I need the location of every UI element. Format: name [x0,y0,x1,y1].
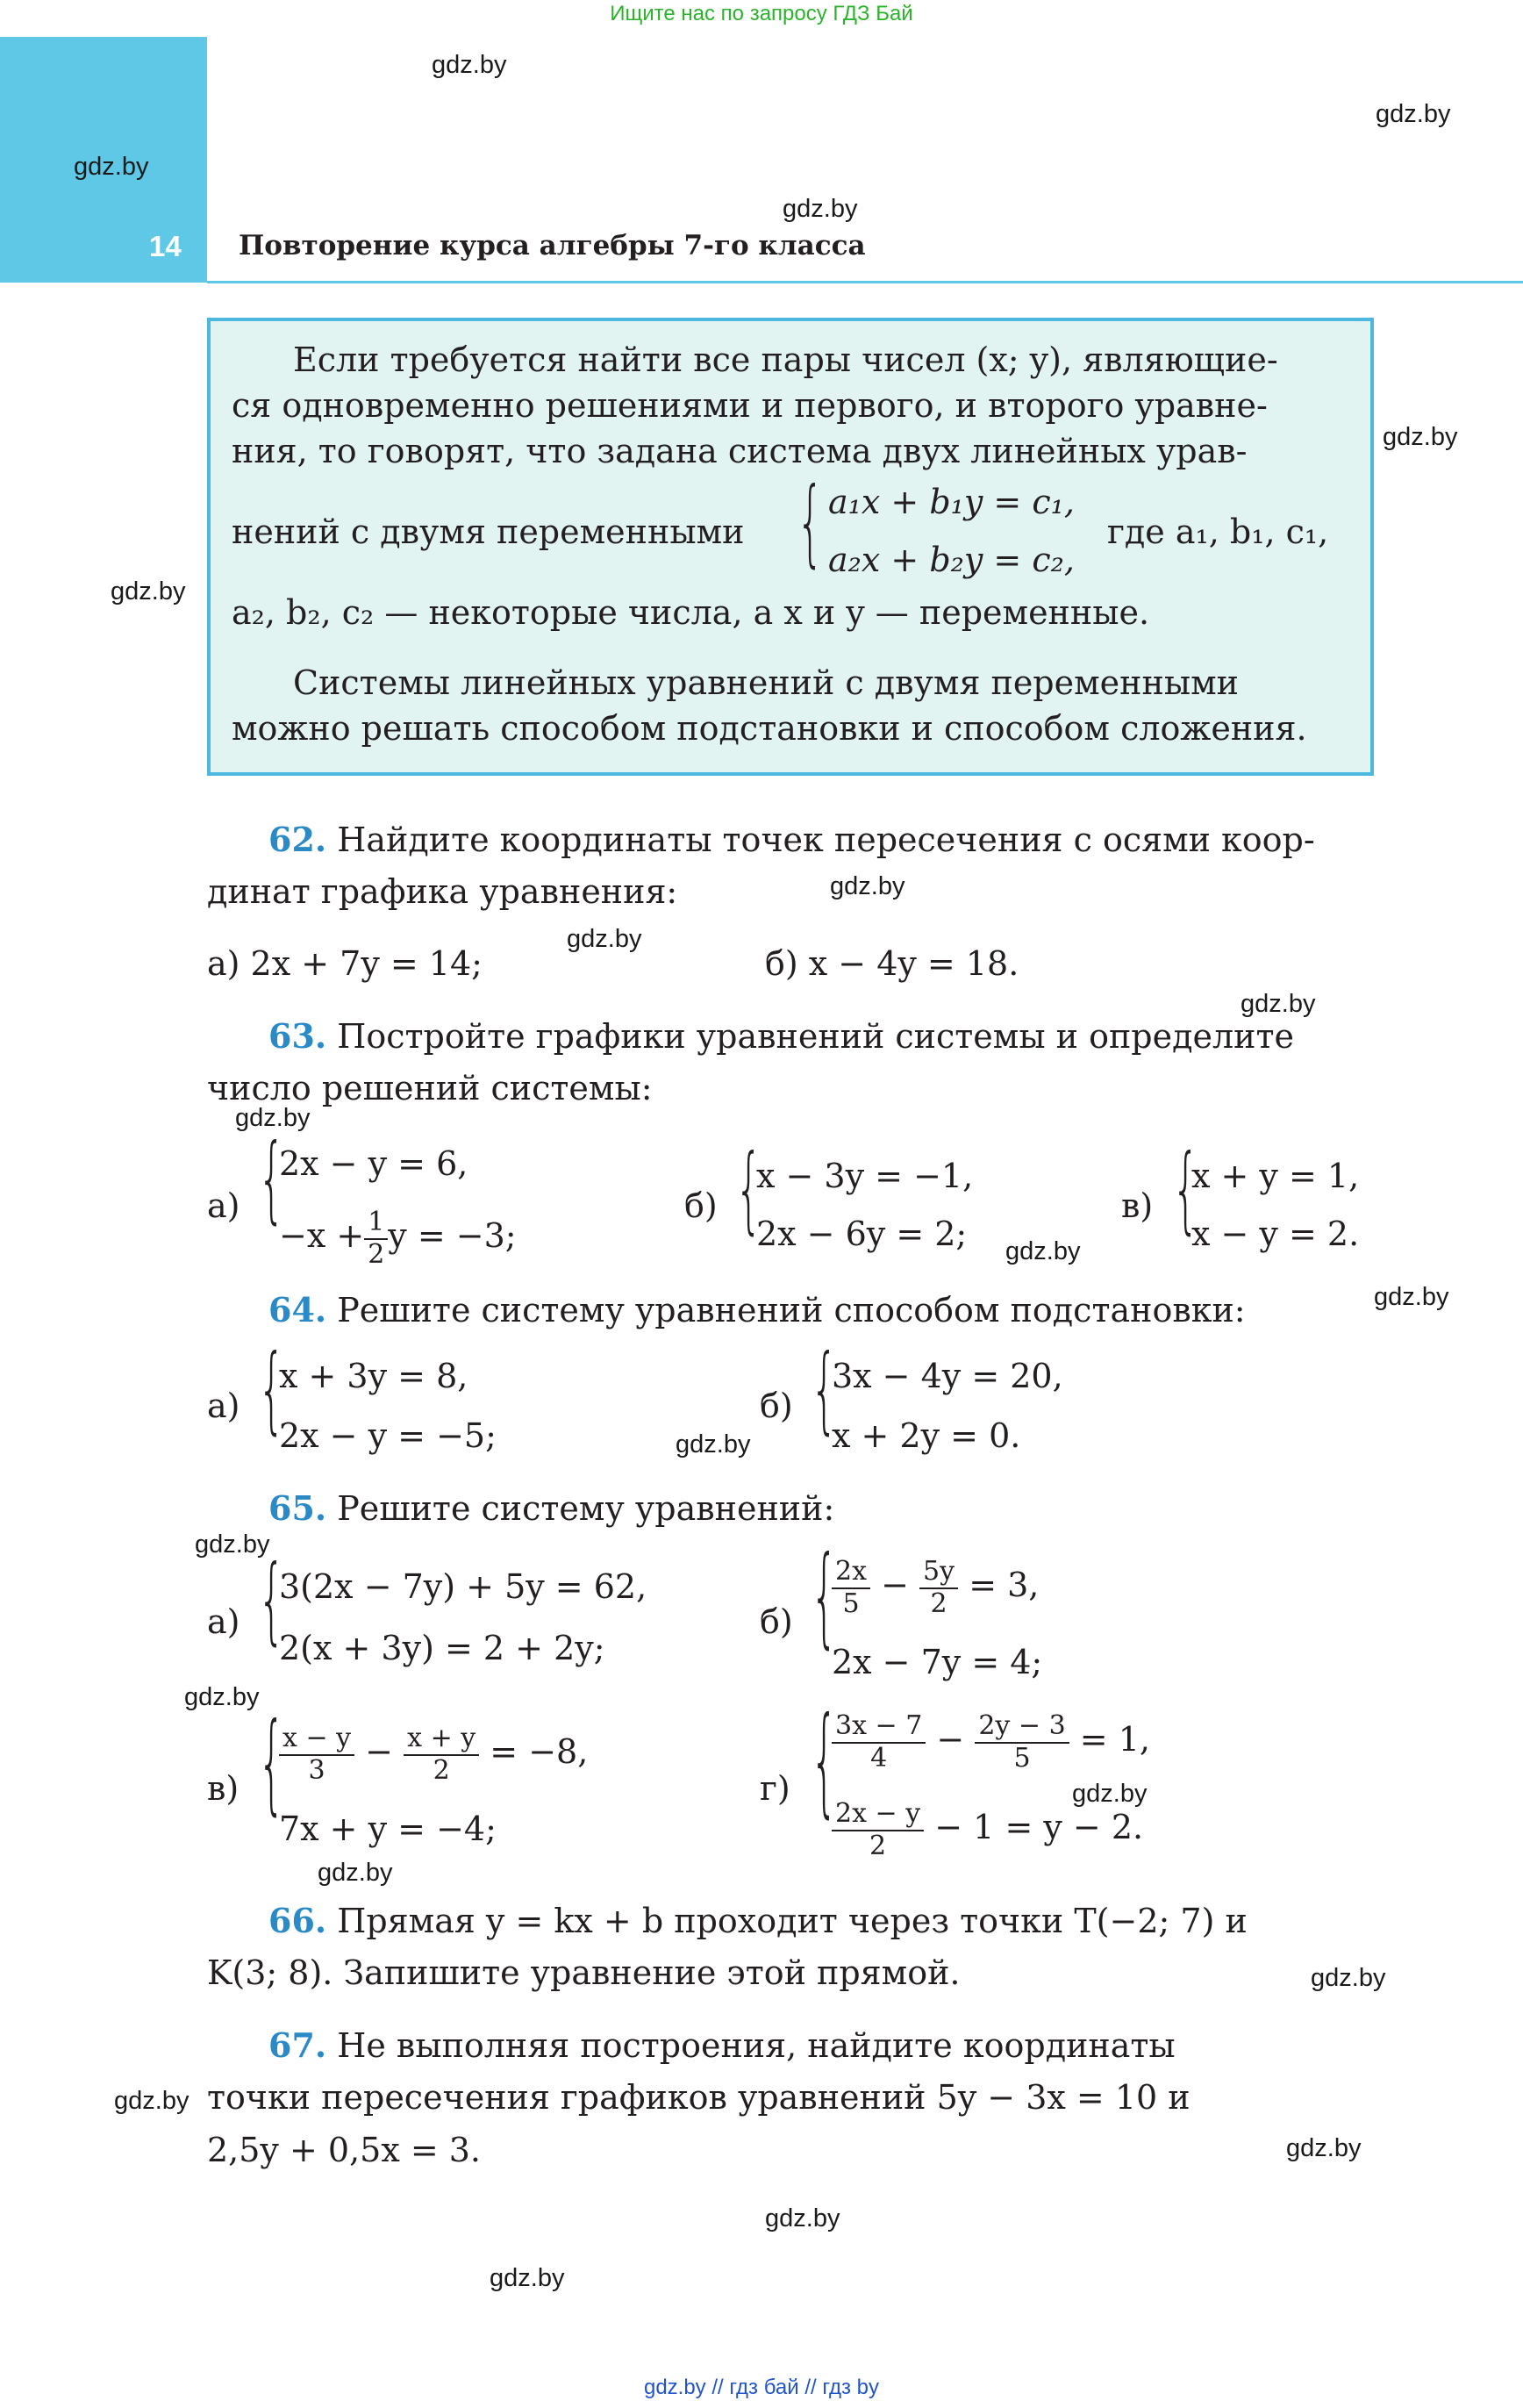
item-label: б) [760,1387,793,1425]
exercise-text: 2,5y + 0,5x = 3. [207,2131,482,2169]
exercise-item: б) x − 4y = 18. [765,944,1019,983]
watermark: gdz.by [1376,100,1451,128]
exercise-67 [268,2025,1176,2065]
exercise-63 [268,1016,1294,1056]
exercise-text: динат графика уравнения: [207,872,678,911]
exercise-text: точки пересечения графиков уравнений 5y − 3x = 10 и [207,2078,1191,2117]
system-equation: 2x − y = −5; [279,1416,497,1455]
system-equation: 2x − y = 6, [279,1144,468,1183]
system-equation: x + 3y = 8, [279,1357,468,1395]
watermark: gdz.by [1374,1283,1449,1311]
box-text: можно решать способом подстановки и способом сложения. [232,709,1307,748]
header-divider [207,281,1523,283]
system-brace: { [258,1545,285,1655]
exercise-text: Найдите координаты точек пересечения с осями коор- [337,821,1315,859]
system-equation: x + y = 1, [1191,1157,1360,1195]
box-text: Если требуется найти все пары чисел (x; y), являющие- [293,340,1278,379]
exercise-number: 63. [268,1016,327,1056]
page-number: 14 [149,230,182,262]
system-equation: $\frac{x - y}{3}$ − $\frac{x + y}{2}$ = −8, [279,1724,588,1786]
system-equation: a₂x + b₂y = c₂, [828,541,1075,579]
system-brace: { [797,468,824,577]
watermark: gdz.by [195,1530,270,1559]
system-brace: { [258,1335,285,1444]
box-text: Системы линейных уравнений с двумя переменными [293,663,1239,702]
footer-links[interactable]: gdz.by // гдз бай // гдз by [643,2376,880,2399]
watermark: gdz.by [235,1104,311,1132]
system-brace: { [811,1335,838,1444]
system-equation: 3(2x − 7y) + 5y = 62, [279,1567,647,1606]
system-equation: $\frac{2x - y}{2}$ − 1 = y − 2. [832,1799,1143,1861]
system-brace: { [258,1124,285,1234]
system-equation: 2x − 6y = 2; [756,1215,968,1253]
system-brace: { [258,1700,285,1827]
exercise-text: Не выполняя построения, найдите координаты [337,2026,1176,2065]
exercise-number: 62. [268,820,327,859]
exercise-number: 67. [268,2025,327,2065]
box-text: ся одновременно решениями и первого, и второго уравне- [232,386,1268,425]
watermark: gdz.by [1311,1964,1386,1992]
exercise-number: 64. [268,1290,327,1329]
item-label: в) [207,1769,240,1808]
watermark: gdz.by [1005,1237,1081,1265]
exercise-text: Решите систему уравнений: [337,1489,835,1528]
watermark: gdz.by [1383,423,1458,451]
exercise-text: Прямая y = kx + b проходит через точки T(−2; 7) и [337,1902,1248,1940]
item-label: а) [207,1602,240,1641]
watermark: gdz.by [1072,1780,1148,1808]
watermark: gdz.by [1286,2134,1362,2162]
system-equation: x − 3y = −1, [756,1157,974,1195]
watermark: gdz.by [184,1683,260,1711]
watermark: gdz.by [318,1859,393,1887]
system-equation: 3x − 4y = 20, [832,1357,1063,1395]
system-equation: 2(x + 3y) = 2 + 2y; [279,1629,605,1667]
watermark: gdz.by [783,195,858,223]
system-equation: $\frac{3x - 7}{4}$ − $\frac{2y - 3}{5}$ = 1, [832,1711,1150,1774]
system-equation: $\frac{2x}{5}$ − $\frac{5y}{2}$ = 3, [832,1557,1039,1619]
item-label: б) [760,1602,793,1641]
exercise-62 [268,820,1315,859]
system-equation: 2x − 7y = 4; [832,1643,1043,1681]
system-brace: { [811,1533,838,1660]
item-label: в) [1121,1186,1154,1225]
system-brace: { [735,1135,762,1244]
system-equation: x + 2y = 0. [832,1416,1021,1455]
exercise-64 [268,1290,1246,1329]
exercise-text: число решений системы: [207,1069,653,1107]
watermark: gdz.by [1241,990,1316,1018]
system-equation: a₁x + b₁y = c₁, [828,483,1075,521]
watermark: gdz.by [111,577,186,606]
exercise-item: а) 2x + 7y = 14; [207,944,483,983]
watermark: gdz.by [490,2264,565,2292]
watermark: gdz.by [830,872,905,900]
running-title: Повторение курса алгебры 7-го класса [239,230,866,262]
exercise-65 [268,1488,834,1528]
box-text: где a₁, b₁, c₁, [1107,512,1329,551]
box-text: ния, то говорят, что задана система двух линейных урав- [232,432,1248,470]
system-equation: 7x + y = −4; [279,1810,497,1848]
watermark: gdz.by [432,51,507,79]
watermark: gdz.by [567,925,642,953]
item-label: б) [684,1186,718,1225]
system-brace: { [1172,1135,1199,1244]
item-label: г) [760,1769,790,1808]
item-label: а) [207,1186,240,1225]
exercise-text: Решите систему уравнений способом подстановки: [337,1291,1246,1329]
exercise-text: K(3; 8). Запишите уравнение этой прямой. [207,1953,961,1992]
system-equation: x − y = 2. [1191,1215,1360,1253]
watermark: gdz.by [114,2087,189,2115]
box-text: a₂, b₂, c₂ — некоторые числа, а x и y — переменные. [232,593,1150,632]
watermark: gdz.by [765,2204,840,2232]
box-text: нений с двумя переменными [232,512,745,551]
watermark: gdz.by [676,1430,751,1458]
exercise-number: 66. [268,1901,327,1940]
item-label: а) [207,1387,240,1425]
system-brace: { [811,1692,838,1830]
exercise-66 [268,1901,1248,1940]
exercise-text: Постройте графики уравнений системы и определите [337,1017,1294,1056]
top-banner: Ищите нас по запросу ГДЗ Бай [610,2,913,25]
system-equation: −x + $\frac{1}{2}$ y = −3; [279,1207,517,1270]
watermark: gdz.by [74,153,149,181]
exercise-number: 65. [268,1488,327,1528]
